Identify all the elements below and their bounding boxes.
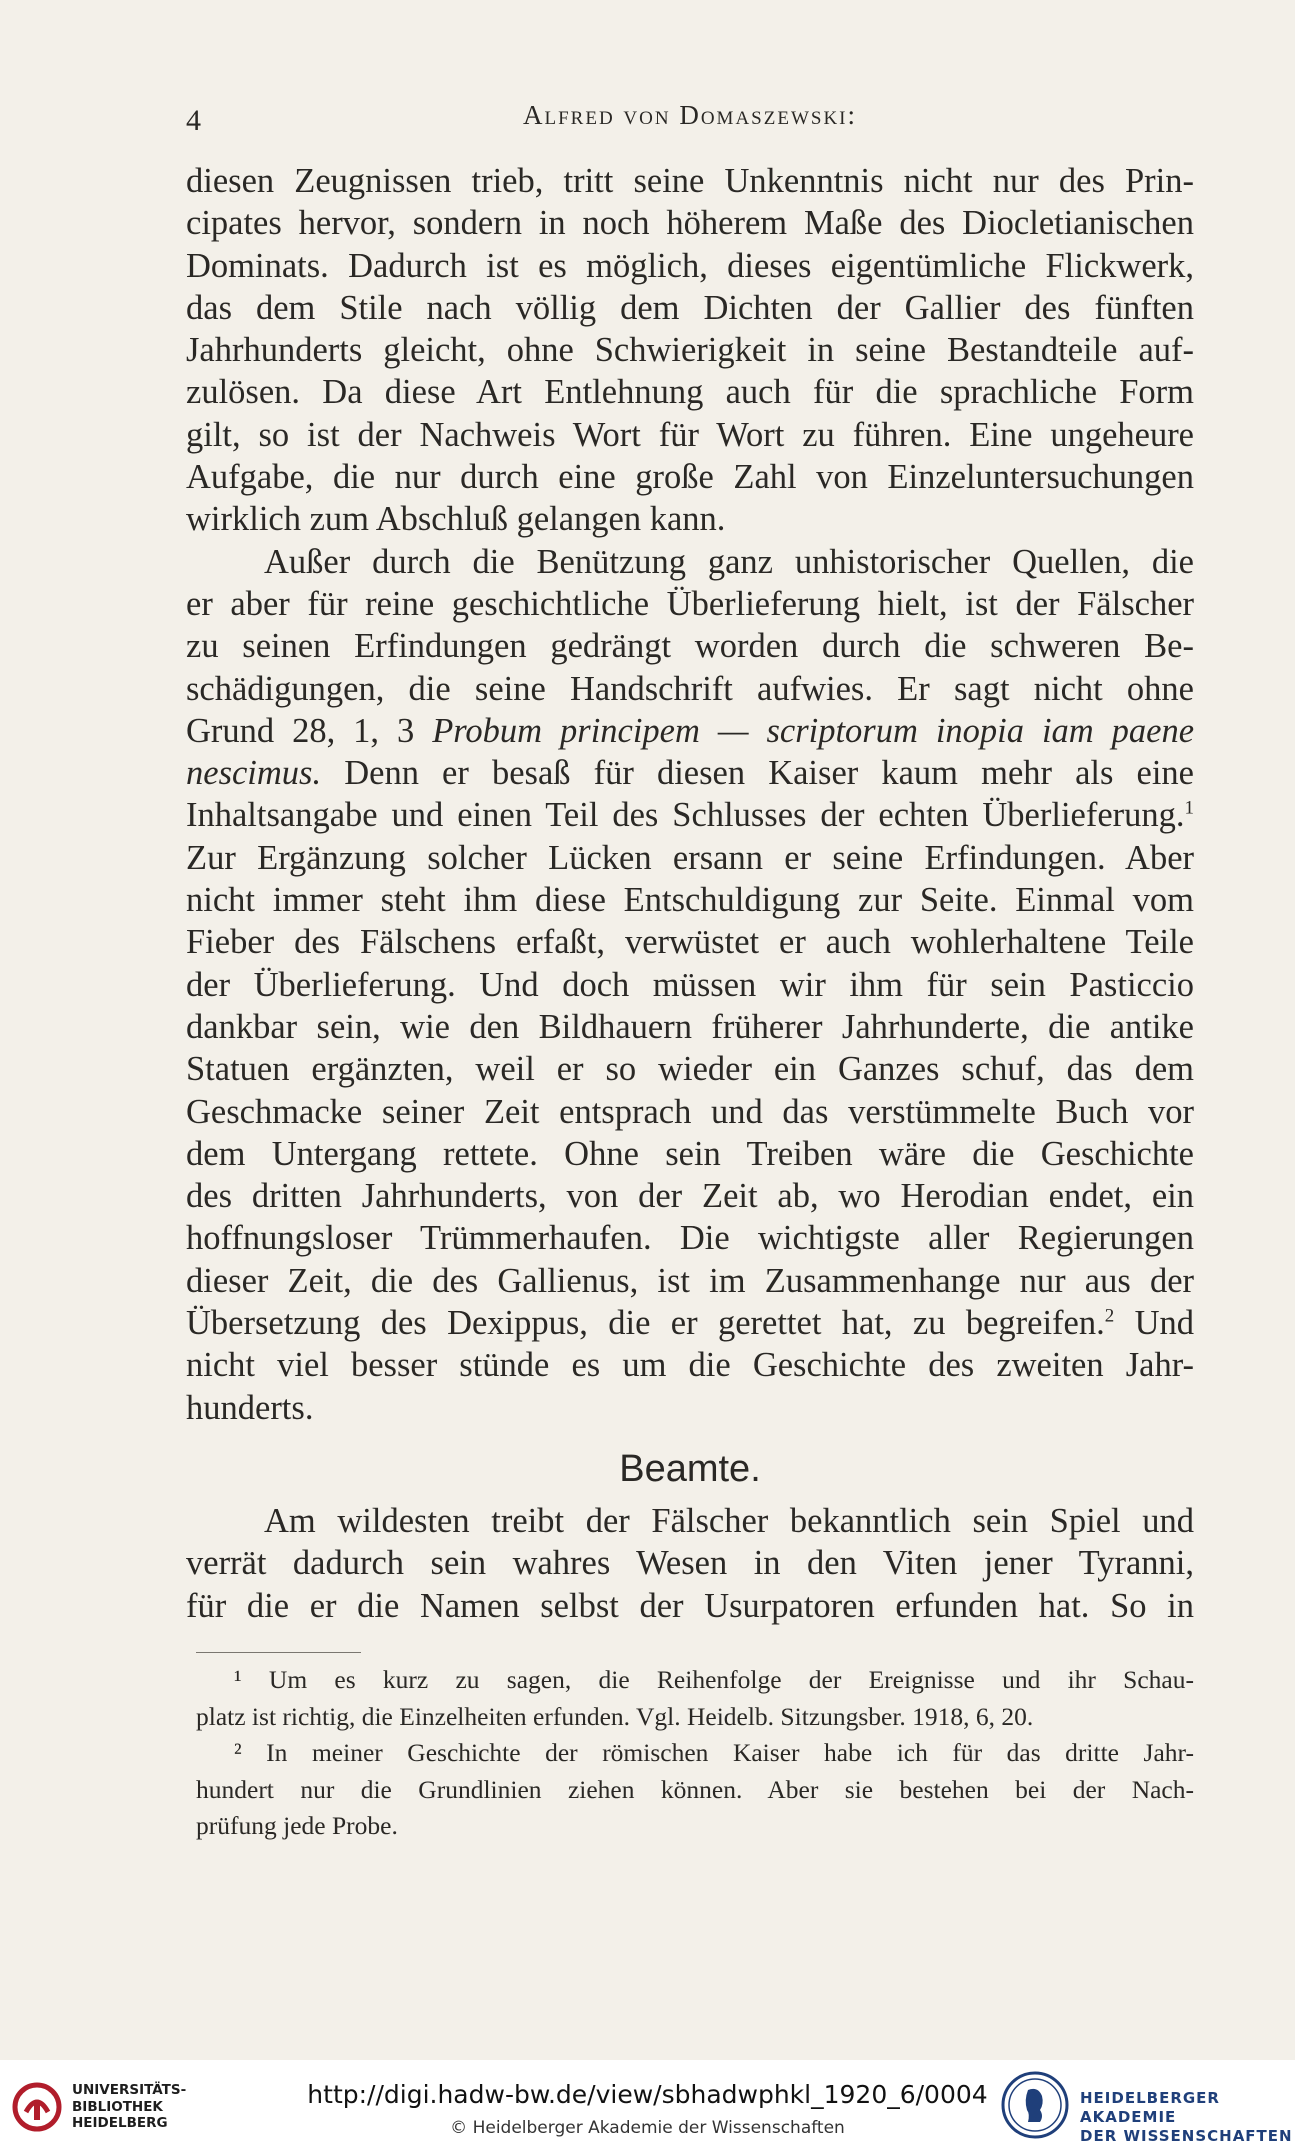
viewer-footer [0,2060,1295,2156]
footnote-divider [196,1652,361,1653]
text-run: Denn er besaß für diesen Kaiser kaum mehr als eine [321,754,1194,793]
text-line: das dem Stile nach völlig dem Dichten der Gallier des fünften [186,288,1194,327]
text-line: verrät dadurch sein wahres Wesen in den Viten jener Tyranni, [186,1544,1194,1583]
academy-line: HEIDELBERGER AKADEMIE [1080,2089,1220,2126]
text-line: der Überlieferung. Und doch müssen wir ihm für sein Pasticcio [186,965,1194,1004]
footnote-mark: 1 [1184,797,1194,819]
text-line: wirklich zum Abschluß gelangen kann. [186,500,726,539]
text-line: Zur Ergänzung solcher Lücken ersann er seine Erfindungen. Aber [186,838,1194,877]
text-line: dankbar sein, wie den Bildhauern früherer Jahrhunderte, die antike [186,1007,1194,1046]
text-line: Am wildesten treibt der Fälscher bekanntlich sein Spiel und [264,1502,1194,1540]
footnote-line: hundert nur die Grundlinien ziehen können. Aber sie bestehen bei der Nach- [196,1774,1194,1804]
text-line: zulösen. Da diese Art Entlehnung auch für die sprachliche Form [186,373,1194,412]
footnote-line: platz ist richtig, die Einzelheiten erfunden. Vgl. Heidelb. Sitzungsber. 1918, 6, 20. [196,1701,1034,1731]
text-line [186,752,1194,794]
text-line: Außer durch die Benützung ganz unhistorischer Quellen, die [264,542,1194,581]
text-line: Fieber des Fälschens erfaßt, verwüstet er auch wohlerhaltene Teile [186,923,1194,962]
footnotes [196,1662,1194,1845]
italic-quote: Probum principem — scriptorum inopia iam paene [432,711,1194,750]
text-line: nicht immer steht ihm diese Entschuldigung zur Seite. Einmal vom [186,881,1194,920]
main-text [186,160,1194,1429]
text-line: dieser Zeit, die des Gallienus, ist im Zusammenhange nur aus der [186,1261,1194,1300]
copyright-notice: © Heidelberger Akademie der Wissenschaften [450,2118,845,2138]
text-run: Übersetzung des Dexippus, die er gerettet hat, zu begreifen. [186,1304,1105,1343]
text-line: hunderts. [186,1388,314,1427]
footnote-mark: 2 [1104,1305,1115,1327]
library-line: UNIVERSITÄTS- [72,2082,187,2098]
library-line: BIBLIOTHEK [72,2098,163,2115]
text-line: Jahrhunderts gleicht, ohne Schwierigkeit in seine Bestandteile auf- [186,331,1194,370]
text-line: nicht viel besser stünde es um die Geschichte des zweiten Jahr- [186,1346,1194,1385]
footnote-line: ² In meiner Geschichte der römischen Kaiser habe ich für das dritte Jahr- [234,1738,1194,1767]
library-line: HEIDELBERG [72,2115,168,2131]
text-line: Dominats. Dadurch ist es möglich, dieses eigentümliche Flickwerk, [186,246,1194,285]
running-head: Alfred von Domaszewski: [523,100,857,130]
text-line: für die er die Namen selbst der Usurpatoren erfunden hat. So in [186,1586,1194,1625]
text-run: Und [1114,1304,1194,1343]
text-line: schädigungen, die seine Handschrift aufwies. Er sagt nicht ohne [186,669,1194,708]
text-line [186,1302,1194,1344]
text-line: des dritten Jahrhunderts, von der Zeit ab, wo Herodian endet, ein [186,1177,1194,1216]
page-header [186,100,1194,140]
section-heading: Beamte. [619,1448,761,1490]
text-line [186,794,1194,836]
text-line: dem Untergang rettete. Ohne sein Treiben wäre die Geschichte [186,1134,1194,1173]
italic-quote: nescimus. [186,754,322,793]
text-line: cipates hervor, sondern in noch höherem Maße des Diocletianischen [186,204,1194,243]
text-line [186,710,1194,752]
text-line: hoffnungsloser Trümmerhaufen. Die wichtigste aller Regierungen [186,1219,1194,1258]
text-line: zu seinen Erfindungen gedrängt worden durch die schweren Be- [186,627,1194,666]
text-line: diesen Zeugnissen trieb, tritt seine Unkenntnis nicht nur des Prin- [186,162,1194,200]
footnote-line: prüfung jede Probe. [196,1811,398,1840]
section-text [186,1500,1194,1627]
text-line: Aufgabe, die nur durch eine große Zahl von Einzeluntersuchungen [186,458,1194,497]
text-line: Statuen ergänzten, weil er so wieder ein Ganzes schuf, das dem [186,1050,1194,1089]
footnote-line: ¹ Um es kurz zu sagen, die Reihenfolge der Ereignisse und ihr Schau- [234,1665,1194,1694]
text-line: gilt, so ist der Nachweis Wort für Wort zu führen. Eine ungeheure [186,415,1194,454]
academy-line: DER WISSENSCHAFTEN [1080,2127,1293,2145]
text-line: Geschmacke seiner Zeit entsprach und das verstümmelte Buch vor [186,1092,1194,1131]
page-number: 4 [186,104,203,137]
text-line: er aber für reine geschichtliche Überlieferung hielt, ist der Fälscher [186,584,1194,623]
academy-seal-icon [1000,2070,1070,2140]
text-run: Inhaltsangabe und einen Teil des Schlusses der echten Überlieferung. [186,796,1185,835]
permalink-url[interactable]: http://digi.hadw-bw.de/view/sbhadwphkl_1920_6/0004 [307,2080,988,2109]
text-run: Grund 28, 1, 3 [186,711,433,750]
academy-name [1080,2089,1295,2146]
